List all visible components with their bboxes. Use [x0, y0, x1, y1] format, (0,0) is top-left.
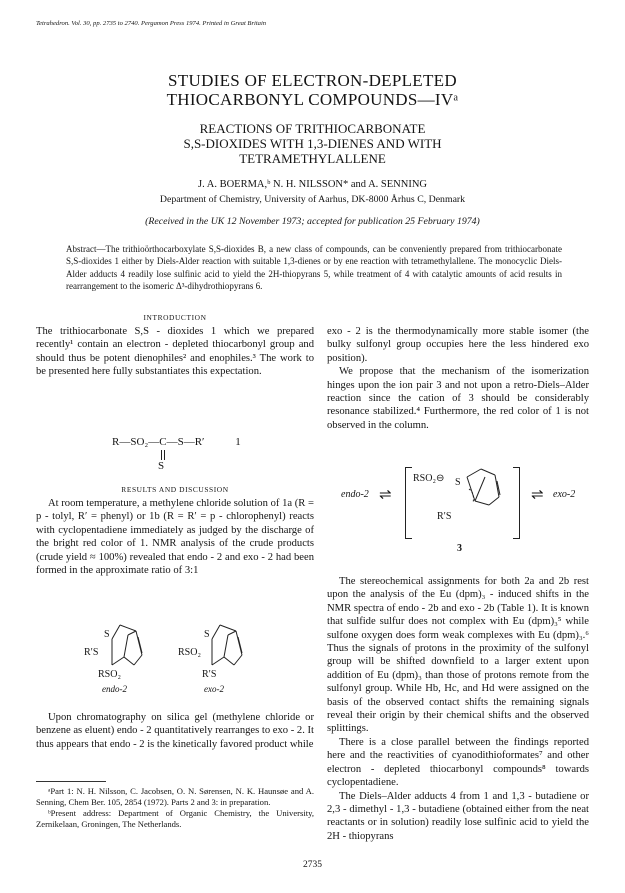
- results-text-1: At room temperature, a methylene chloride solution of 1a (R = p - tolyl, R′ = phenyl) or 1b (R = R′ = p - chlorophenyl) reacts with cyclopentadiene immediately as judged by the discharge of the bright red color of 1. NMR analysis of the crude products (crude yield ≈ 100%) revealed that endo - 2 and exo - 2 had been formed in the approximate ratio of 3:1: [36, 498, 314, 577]
- scheme-ring: [453, 463, 513, 523]
- formula-1-text: R—SO₂—C—S—R′: [112, 436, 205, 448]
- subtitle-line-1: REACTIONS OF TRITHIOCARBONATE: [199, 121, 426, 136]
- subtitle-line-2: S,S-DIOXIDES WITH 1,3-DIENES AND WITH: [183, 136, 442, 151]
- authors: J. A. BOERMA,ᵇ N. H. NILSSON* and A. SENNING: [197, 179, 427, 190]
- affiliation: Department of Chemistry, University of Aarhus, DK-8000 Århus C, Denmark: [159, 194, 466, 205]
- title-line-1: STUDIES OF ELECTRON-DEPLETED: [168, 71, 457, 90]
- endo-left-substituent: R′S: [84, 647, 99, 658]
- introduction-heading: INTRODUCTION: [143, 313, 207, 322]
- right-paragraph-3: [327, 575, 589, 843]
- structures-endo-exo: [80, 613, 280, 703]
- scheme-exo-label: exo-2: [553, 489, 576, 500]
- scheme-label-3: 3: [457, 543, 462, 554]
- results-paragraph-1: [36, 497, 314, 577]
- right-text-4: There is a close parallel between the findings reported here and the reactivities of cyanodithioformates⁷ and other electron - depleted thiocarbonyl compounds⁸ towards cyclopentadiene.: [327, 736, 589, 789]
- page-number: 2735: [303, 860, 322, 870]
- scheme-thio: R′S: [437, 511, 452, 522]
- received-date: (Received in the UK 12 November 1973; accepted for publication 25 February 1974): [145, 216, 480, 227]
- scheme-3: [327, 455, 589, 555]
- exo-left-substituent: RSO₂: [178, 647, 201, 658]
- intro-text: The trithiocarbonate S,S - dioxides 1 which we prepared recently¹ contain an electron - depleted thiocarbonyl group and should thus be potent dienophiles² and enophiles.³ The work to be presented here fully substantiates this expectation.: [36, 326, 314, 378]
- journal-header: Tetrahedron. Vol. 30, pp. 2735 to 2740. Pergamon Press 1974. Printed in Great Britain: [36, 20, 267, 27]
- abstract: Abstract—The trithioörthocarboxylate S,S-dioxides B, a new class of compounds, can be conveniently prepared from trithiocarbonate S,S-dioxides 1 either by Diels-Alder reaction with suitable 1,3-dienes or by ene reaction with tetramethylallene. The monocyclic Diels-Alder adducts 4 readily lose sulfinic acid to yield the 2H-thiopyrans 5, while treatment of 4 with catalytic amounts of acid results in rearrangement to the isomeric Δ³-dihydrothiopyrans 6.: [66, 244, 562, 292]
- scheme-sulfonate: RSO₂⊖: [413, 473, 445, 484]
- exo-label: exo-2: [204, 684, 224, 694]
- results-text-2: Upon chromatography on silica gel (methylene chloride or benzene as eluent) endo - 2 quantitatively rearranges to exo - 2. It thus appears that endo - 2 is the kinetically favored product while: [36, 712, 314, 750]
- scheme-equilibrium-left: ⇌: [379, 487, 392, 503]
- formula-1-double-bond: [161, 450, 165, 460]
- endo-sulfur: S: [104, 629, 110, 640]
- right-text-1: exo - 2 is the thermodynamically more stable isomer (the bulky sulfonyl group occupies here the less hindered exo position).: [327, 326, 589, 364]
- scheme-sulfur: S: [455, 477, 461, 488]
- subtitle-line-3: TETRAMETHYLALLENE: [239, 151, 386, 166]
- results-paragraph-2: [36, 711, 314, 751]
- footnotes: [36, 786, 314, 830]
- right-text-3: The stereochemical assignments for both 2a and 2b rest upon the analysis of the Eu (dpm)₃ - induced shifts in the NMR spectra of endo - 2b and exo - 2b (Table 1). It is known that sulfide sulfur does not complex with Eu (dpm)₃⁵ while sulfone oxygen does form weak complexes with Eu (dpm)₃.⁶ Thus the signals of protons in the proximity of the sulfonyl group will be shifted downfield to a larger extent upon addition of Eu (dpm)₃ than those of protons remote from the sulfonyl group. While Hb, Hc, and Hd were assigned on the basis of the observed contact shifts the remaining signals reveal their origin by their chemical shifts and the observed splittings.: [327, 576, 589, 735]
- scheme-bracket-right: [513, 467, 520, 539]
- scheme-endo-label: endo-2: [341, 489, 369, 500]
- exo-bottom-substituent: R′S: [202, 669, 217, 680]
- footnote-a: ᵃPart 1: N. H. Nilsson, C. Jacobsen, O. N. Sørensen, N. K. Haunsøe and A. Senning, Chem Ber. 105, 2854 (1972). Parts 2 and 3: in preparation.: [36, 786, 314, 807]
- endo-bottom-substituent: RSO₂: [98, 669, 121, 680]
- right-text-2: We propose that the mechanism of the isomerization hinges upon the ion pair 3 and not upon a retro-Diels–Alder reaction since the cation of 3 should be considerably resonance stabilized.⁴ Furthermore, the red color of 1 is not observed in the column.: [327, 366, 589, 431]
- scheme-bracket-left: [405, 467, 412, 539]
- right-paragraph-1: [327, 325, 589, 432]
- formula-1: [112, 436, 241, 448]
- right-text-5: The Diels–Alder adducts 4 from 1 and 1,3 - butadiene or 2,3 - dimethyl - 1,3 - butadiene (obtained either from the neat reactants or in solution) readily lose sulfinic acid to yield the 2H - thiopyrans: [327, 790, 589, 842]
- formula-1-label: 1: [235, 436, 241, 448]
- formula-1-sulfur: S: [158, 460, 165, 472]
- footnote-b: ᵇPresent address: Department of Organic Chemistry, the University, Zernikelaan, Groningen, The Netherlands.: [36, 808, 314, 829]
- footnote-rule: [36, 781, 106, 782]
- endo-label: endo-2: [102, 684, 127, 694]
- title-line-2: THIOCARBONYL COMPOUNDS—IVᵃ: [166, 90, 459, 109]
- scheme-equilibrium-right: ⇌: [531, 487, 544, 503]
- introduction-paragraph: [36, 325, 314, 379]
- exo-sulfur: S: [204, 629, 210, 640]
- results-heading: RESULTS AND DISCUSSION: [121, 485, 229, 494]
